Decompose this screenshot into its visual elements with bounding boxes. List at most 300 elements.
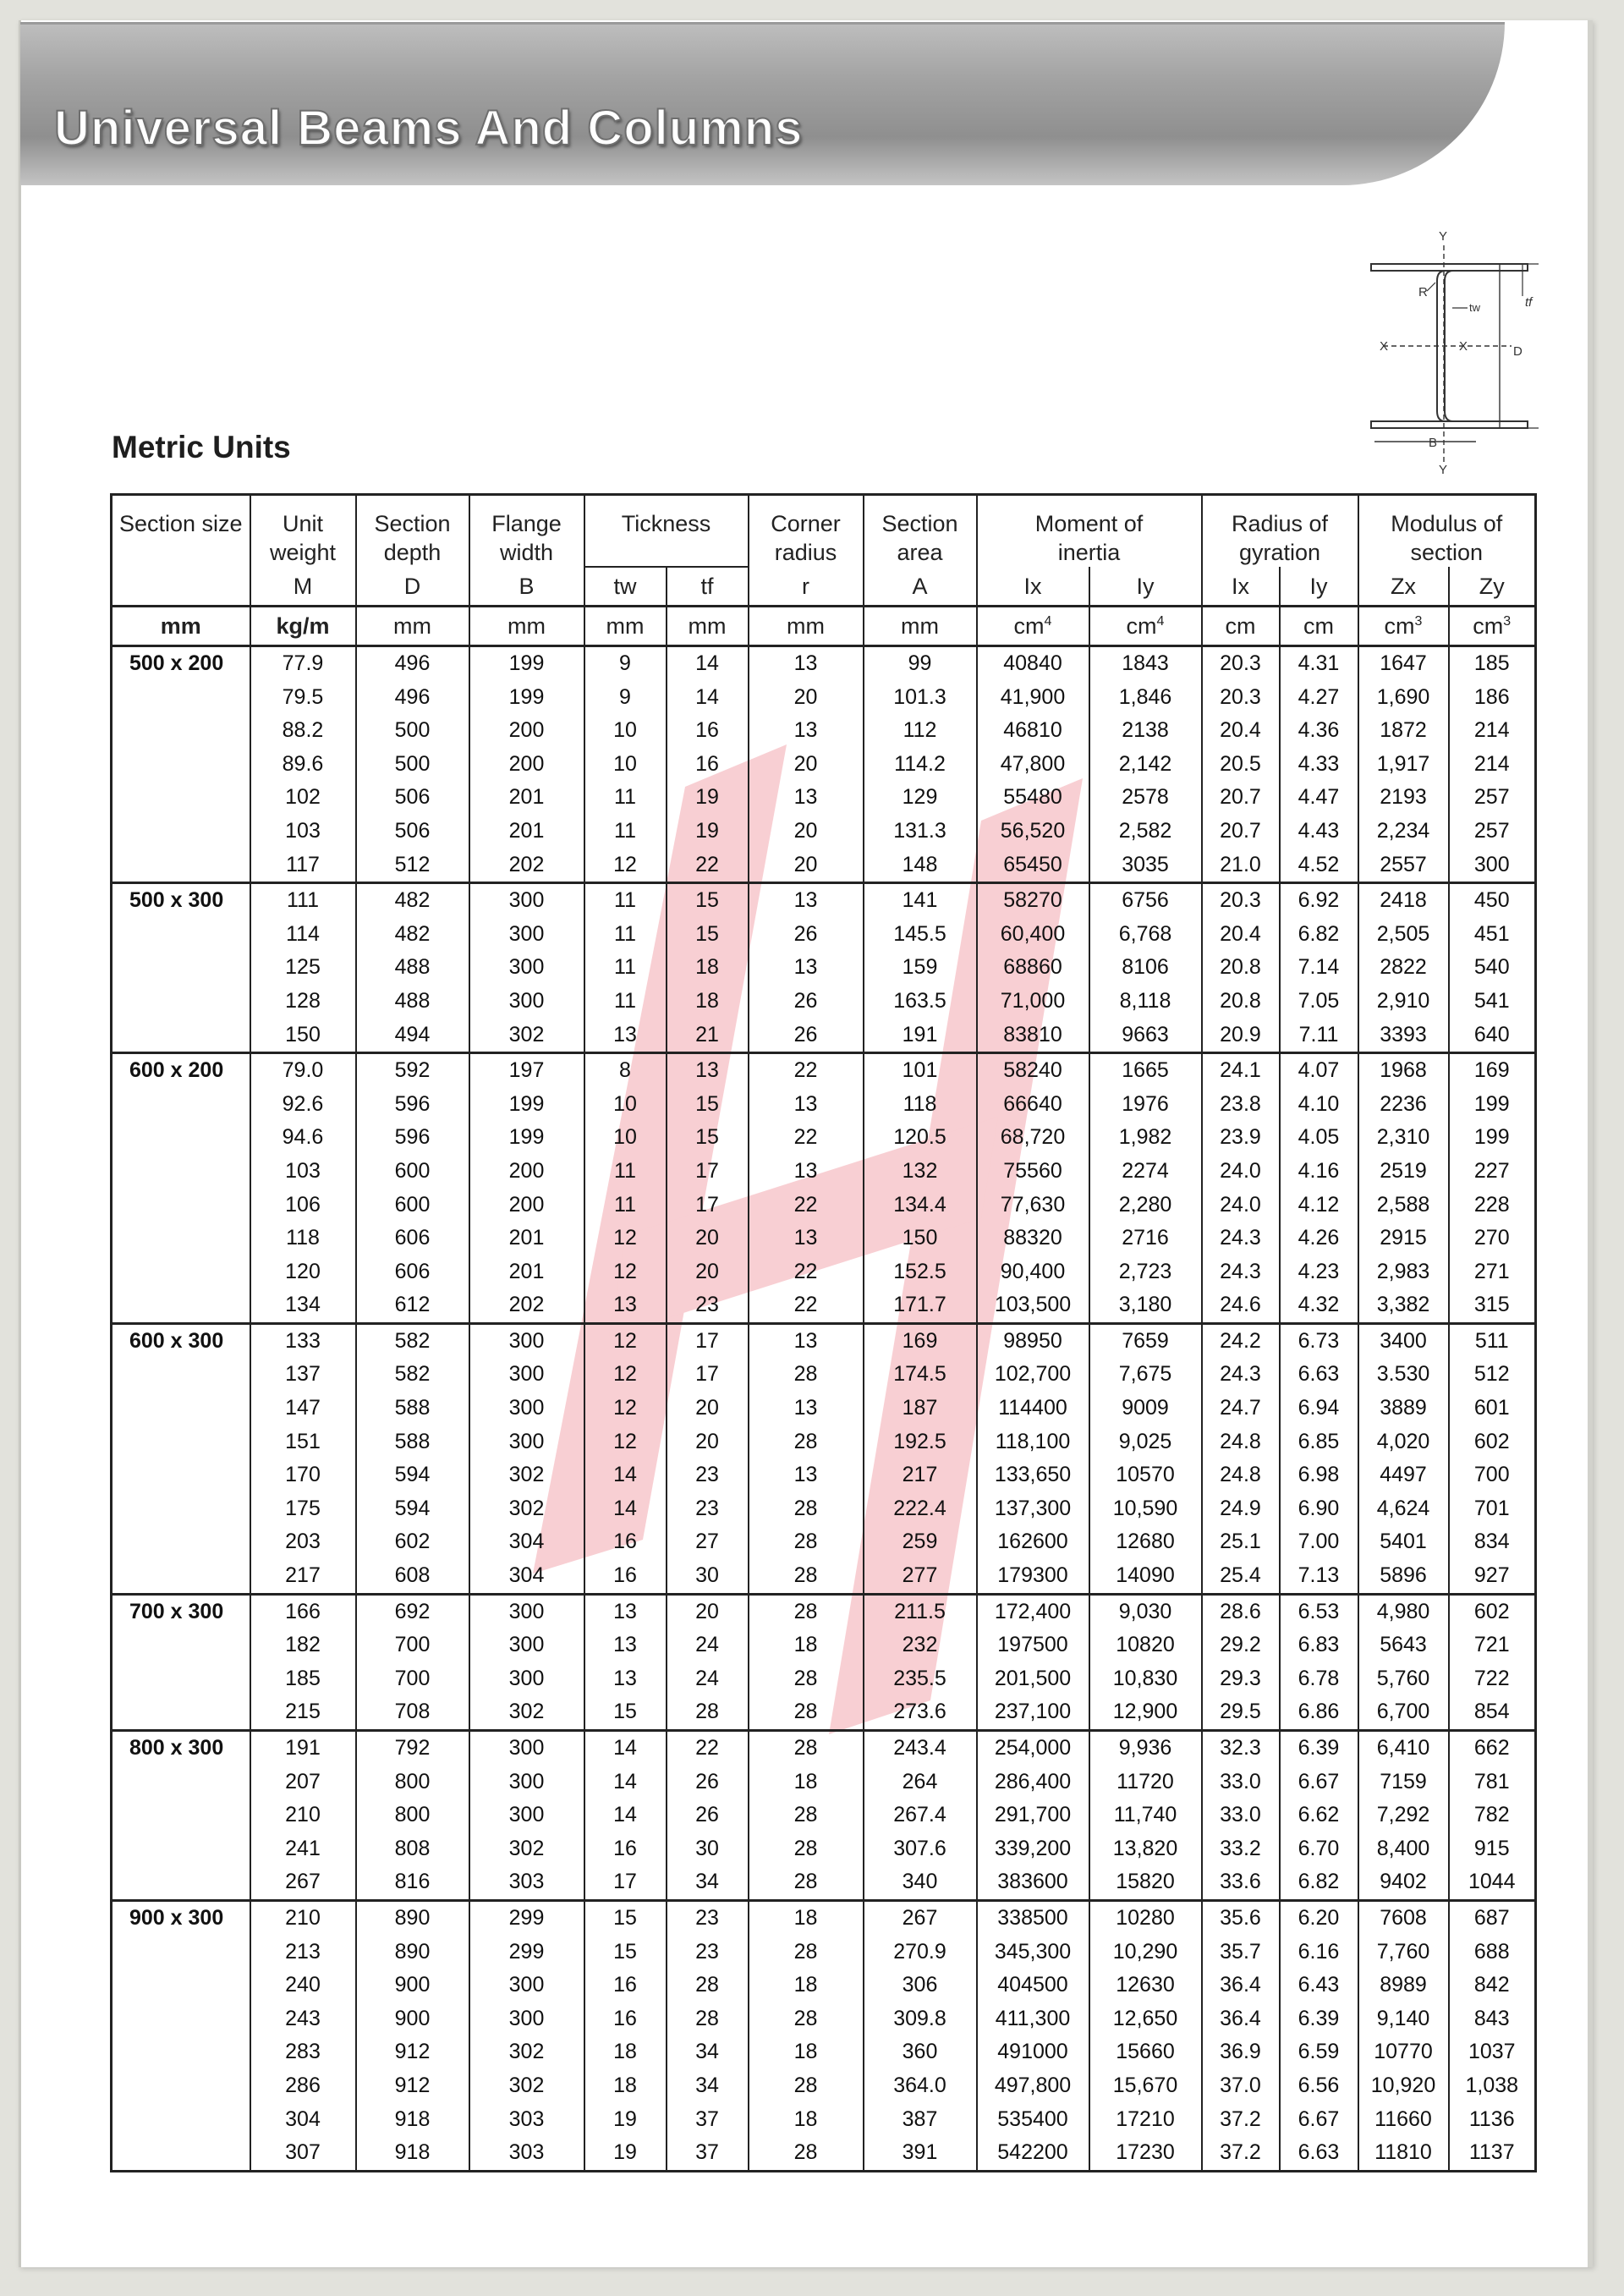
table-row [112,1865,1536,1900]
table-cell: 6.20 [1280,1900,1358,1935]
table-cell: 2519 [1358,1155,1449,1189]
table-cell: 20.5 [1202,748,1280,782]
table-cell: 98950 [977,1323,1089,1358]
table-cell: 18 [749,2103,864,2137]
table-cell: 890 [356,1900,469,1935]
table-cell: 118 [864,1088,977,1122]
table-cell: 26 [749,1019,864,1053]
table-cell: 3400 [1358,1323,1449,1358]
table-cell: 11 [584,951,667,985]
table-cell: 10 [584,1121,667,1155]
table-cell: 512 [356,849,469,883]
table-cell: 169 [864,1323,977,1358]
table-cell: 2,142 [1089,748,1202,782]
table-cell: 2,582 [1089,815,1202,849]
table-cell: 7,292 [1358,1799,1449,1832]
table-cell: 128 [250,985,356,1019]
table-cell: 77,630 [977,1189,1089,1222]
table-cell: 300 [469,951,584,985]
diagram-breadth-label: B [1429,436,1438,450]
table-cell: 300 [469,1323,584,1358]
table-cell: 20 [749,748,864,782]
table-cell: 186 [1449,681,1536,715]
table-cell: 300 [469,2002,584,2036]
table-cell: 20 [667,1392,749,1425]
table-cell: 300 [469,1629,584,1662]
table-cell: 14 [584,1492,667,1526]
table-cell: 15660 [1089,2035,1202,2069]
table-cell: 283 [250,2035,356,2069]
table-cell: 596 [356,1088,469,1122]
table-cell: 182 [250,1629,356,1662]
table-cell: 217 [250,1559,356,1594]
table-cell: 782 [1449,1799,1536,1832]
table-cell: 300 [1449,849,1536,883]
table-cell: 6.70 [1280,1832,1358,1866]
table-cell: 36.4 [1202,1969,1280,2002]
table-cell: 364.0 [864,2069,977,2103]
table-row [112,849,1536,883]
table-cell: 592 [356,1053,469,1088]
table-row [112,1425,1536,1459]
table-cell: 199 [469,646,584,681]
table-cell: 20.3 [1202,883,1280,918]
table-cell: 24.3 [1202,1255,1280,1289]
table-cell: 7.00 [1280,1525,1358,1559]
table-cell: 16 [584,1559,667,1594]
table-cell: 339,200 [977,1832,1089,1866]
table-cell: 1137 [1449,2136,1536,2171]
table-cell: 20.3 [1202,681,1280,715]
table-cell: 8,400 [1358,1832,1449,1866]
table-cell: 17 [667,1155,749,1189]
table-cell: 30 [667,1559,749,1594]
table-cell: 302 [469,1695,584,1730]
table-row [112,1458,1536,1492]
table-cell: 9663 [1089,1019,1202,1053]
table-cell: 267 [250,1865,356,1900]
diagram-radius-label: R [1418,285,1428,299]
table-cell: 7659 [1089,1323,1202,1358]
table-cell: 241 [250,1832,356,1866]
table-cell: 28 [749,1559,864,1594]
table-cell: 13 [749,646,864,681]
table-cell: 20.8 [1202,985,1280,1019]
table-cell: 4.10 [1280,1088,1358,1122]
table-cell: 4.12 [1280,1189,1358,1222]
table-cell: 22 [749,1189,864,1222]
table-cell: 30 [667,1832,749,1866]
table-cell: 77.9 [250,646,356,681]
table-cell: 20.9 [1202,1019,1280,1053]
table-cell: 114.2 [864,748,977,782]
unit-unit-weight: kg/m [250,607,356,646]
table-cell: 60,400 [977,918,1089,952]
table-cell: 300 [469,1358,584,1392]
table-cell: 11810 [1358,2136,1449,2171]
table-cell: 10,290 [1089,1936,1202,1969]
table-cell: 600 [356,1189,469,1222]
table-cell: 213 [250,1936,356,1969]
table-cell: 94.6 [250,1121,356,1155]
table-cell: 4.07 [1280,1053,1358,1088]
table-cell: 2915 [1358,1222,1449,1255]
table-cell: 16 [667,748,749,782]
table-cell: 18 [584,2035,667,2069]
table-cell: 497,800 [977,2069,1089,2103]
table-cell: 800 [356,1766,469,1799]
table-cell: 9 [584,646,667,681]
table-cell: 101 [864,1053,977,1088]
table-cell: 37 [667,2103,749,2137]
table-cell: 1044 [1449,1865,1536,1900]
table-cell: 270 [1449,1222,1536,1255]
table-cell: 26 [749,918,864,952]
table-cell: 582 [356,1358,469,1392]
table-row [112,1189,1536,1222]
table-cell: 13 [749,951,864,985]
table-cell: 602 [356,1525,469,1559]
table-cell: 270.9 [864,1936,977,1969]
table-cell: 608 [356,1559,469,1594]
table-cell: 133 [250,1323,356,1358]
table-cell: 56,520 [977,815,1089,849]
table-row [112,1255,1536,1289]
table-cell: 28 [749,1525,864,1559]
table-cell: 612 [356,1288,469,1323]
table-cell: 201 [469,1255,584,1289]
table-cell: 24.3 [1202,1358,1280,1392]
table-cell: 6.92 [1280,883,1358,918]
table-cell: 192.5 [864,1425,977,1459]
table-cell: 199 [469,1088,584,1122]
table-cell: 491000 [977,2035,1089,2069]
table-cell: 602 [1449,1425,1536,1459]
table-cell: 203 [250,1525,356,1559]
table-cell: 6,768 [1089,918,1202,952]
table-cell: 13 [749,1323,864,1358]
table-cell: 800 [356,1799,469,1832]
table-cell: 33.0 [1202,1799,1280,1832]
table-cell: 18 [749,1766,864,1799]
table-cell: 25.1 [1202,1525,1280,1559]
table-cell: 1,038 [1449,2069,1536,2103]
table-cell: 134.4 [864,1189,977,1222]
table-cell: 307 [250,2136,356,2171]
table-cell: 34 [667,2069,749,2103]
table-cell: 22 [749,1255,864,1289]
table-cell: 601 [1449,1392,1536,1425]
table-cell: 174.5 [864,1358,977,1392]
unit-flange-width: mm [469,607,584,646]
table-cell: 185 [1449,646,1536,681]
table-cell: 11 [584,815,667,849]
table-cell: 12 [584,1425,667,1459]
table-cell: 588 [356,1425,469,1459]
table-cell: 55480 [977,781,1089,815]
table-cell: 6.63 [1280,1358,1358,1392]
table-cell: 237,100 [977,1695,1089,1730]
table-cell: 111 [250,883,356,918]
table-cell: 254,000 [977,1731,1089,1766]
table-cell: 24.6 [1202,1288,1280,1323]
table-cell: 10,830 [1089,1662,1202,1696]
table-cell: 315 [1449,1288,1536,1323]
page-title: Universal Beams And Columns [54,101,804,156]
table-cell: 918 [356,2136,469,2171]
table-cell: 28 [749,2069,864,2103]
table-cell: 16 [667,714,749,748]
table-cell: 18 [749,1969,864,2002]
table-cell: 151 [250,1425,356,1459]
table-cell: 304 [469,1559,584,1594]
table-cell: 542200 [977,2136,1089,2171]
table-cell: 166 [250,1594,356,1629]
symbol-modulus-zy: Zy [1449,567,1536,607]
table-cell: 7,675 [1089,1358,1202,1392]
table-cell: 7,760 [1358,1936,1449,1969]
header-section-size: Section size [112,495,250,607]
table-cell: 28 [749,1731,864,1766]
table-cell: 19 [584,2136,667,2171]
table-cell: 15 [667,883,749,918]
table-cell: 133,650 [977,1458,1089,1492]
table-cell: 540 [1449,951,1536,985]
table-cell: 20.7 [1202,815,1280,849]
table-cell: 202 [469,1288,584,1323]
table-cell: 843 [1449,2002,1536,2036]
table-cell: 1,982 [1089,1121,1202,1155]
table-row [112,1525,1536,1559]
table-cell: 2,588 [1358,1189,1449,1222]
table-cell: 309.8 [864,2002,977,2036]
table-cell: 175 [250,1492,356,1526]
table-cell: 286 [250,2069,356,2103]
table-cell: 147 [250,1392,356,1425]
table-cell: 148 [864,849,977,883]
table-row [112,985,1536,1019]
table-cell: 11660 [1358,2103,1449,2137]
table-cell: 13 [584,1662,667,1696]
table-cell: 302 [469,2035,584,2069]
unit-gyration-ix: cm [1202,607,1280,646]
table-cell: 210 [250,1900,356,1935]
table-cell: 300 [469,1392,584,1425]
table-cell: 120.5 [864,1121,977,1155]
table-cell: 257 [1449,781,1536,815]
table-cell: 211.5 [864,1594,977,1629]
table-cell: 890 [356,1936,469,1969]
table-cell: 33.2 [1202,1832,1280,1866]
table-cell: 13 [749,883,864,918]
table-cell: 141 [864,883,977,918]
table-cell: 267.4 [864,1799,977,1832]
table-cell: 90,400 [977,1255,1089,1289]
units-label: Metric Units [112,430,291,464]
table-cell: 18 [749,1900,864,1935]
table-cell: 687 [1449,1900,1536,1935]
table-cell: 18 [749,2035,864,2069]
table-cell: 12 [584,1358,667,1392]
symbol-unit-weight: M [250,567,356,607]
table-cell: 20 [667,1425,749,1459]
table-cell: 10770 [1358,2035,1449,2069]
table-cell: 722 [1449,1662,1536,1696]
table-cell: 302 [469,2069,584,2103]
table-cell: 200 [469,1155,584,1189]
table-cell: 286,400 [977,1766,1089,1799]
table-cell: 2578 [1089,781,1202,815]
table-cell: 20.8 [1202,951,1280,985]
table-cell: 6.39 [1280,1731,1358,1766]
table-cell: 2193 [1358,781,1449,815]
table-cell: 600 [356,1155,469,1189]
table-cell: 103,500 [977,1288,1089,1323]
table-cell: 15 [584,1936,667,1969]
table-row [112,1053,1536,1088]
symbol-section-depth: D [356,567,469,607]
table-cell: 28 [749,1594,864,1629]
table-cell: 494 [356,1019,469,1053]
table-cell: 172,400 [977,1594,1089,1629]
table-cell: 179300 [977,1559,1089,1594]
table-cell: 27 [667,1525,749,1559]
table-cell: 88.2 [250,714,356,748]
unit-modulus-zy: $cm^3$ [1449,607,1536,646]
table-cell: 187 [864,1392,977,1425]
table-cell: 12 [584,849,667,883]
table-cell: 12 [584,1255,667,1289]
table-cell: 28 [667,2002,749,2036]
table-cell: 500 [356,748,469,782]
table-cell: 4.43 [1280,815,1358,849]
table-cell: 102,700 [977,1358,1089,1392]
table-cell: 14 [584,1458,667,1492]
table-cell: 12 [584,1323,667,1358]
header-corner-radius: Corner radius [749,495,864,568]
table-cell: 360 [864,2035,977,2069]
table-cell: 4.27 [1280,681,1358,715]
table-cell: 35.6 [1202,1900,1280,1935]
table-cell: 10 [584,1088,667,1122]
table-cell: 303 [469,1865,584,1900]
section-size-cell: 500 x 200 [112,646,250,883]
unit-modulus-zx: $cm^3$ [1358,607,1449,646]
table-cell: 34 [667,2035,749,2069]
table-cell: 47,800 [977,748,1089,782]
table-cell: 640 [1449,1019,1536,1053]
table-cell: 71,000 [977,985,1089,1019]
header-section-area: Section area [864,495,977,568]
table-cell: 451 [1449,918,1536,952]
table-row [112,1662,1536,1696]
table-cell: 4.23 [1280,1255,1358,1289]
table-cell: 106 [250,1189,356,1222]
table-cell: 11720 [1089,1766,1202,1799]
table-cell: 15 [584,1695,667,1730]
table-cell: 708 [356,1695,469,1730]
table-cell: 28 [749,1695,864,1730]
table-cell: 14 [584,1799,667,1832]
table-cell: 20 [667,1594,749,1629]
table-cell: 2,723 [1089,1255,1202,1289]
table-cell: 197500 [977,1629,1089,1662]
table-cell: 2822 [1358,951,1449,985]
table-cell: 11 [584,1189,667,1222]
table-cell: 227 [1449,1155,1536,1189]
table-cell: 3035 [1089,849,1202,883]
table-cell: 18 [749,1629,864,1662]
table-cell: 340 [864,1865,977,1900]
table-cell: 22 [749,1288,864,1323]
table-cell: 9,140 [1358,2002,1449,2036]
table-cell: 79.5 [250,681,356,715]
table-cell: 68860 [977,951,1089,985]
table-cell: 900 [356,1969,469,2002]
table-cell: 201 [469,1222,584,1255]
table-cell: 10 [584,714,667,748]
table-cell: 22 [749,1053,864,1088]
table-cell: 17 [584,1865,667,1900]
table-cell: 24.1 [1202,1053,1280,1088]
table-cell: 6.39 [1280,2002,1358,2036]
unit-flange-thickness: mm [667,607,749,646]
section-size-cell: 800 x 300 [112,1731,250,1901]
table-cell: 291,700 [977,1799,1089,1832]
table-cell: 387 [864,2103,977,2137]
table-cell: 22 [749,1121,864,1155]
table-cell: 20 [667,1255,749,1289]
table-cell: 10,590 [1089,1492,1202,1526]
table-cell: 207 [250,1766,356,1799]
table-row [112,1629,1536,1662]
table-cell: 215 [250,1695,356,1730]
table-cell: 58240 [977,1053,1089,1088]
table-cell: 582 [356,1323,469,1358]
table-cell: 259 [864,1525,977,1559]
section-size-cell: 900 x 300 [112,1900,250,2171]
table-cell: 1647 [1358,646,1449,681]
table-cell: 37.2 [1202,2136,1280,2171]
table-row [112,781,1536,815]
table-cell: 4.36 [1280,714,1358,748]
table-cell: 842 [1449,1969,1536,2002]
table-row [112,748,1536,782]
table-row [112,1936,1536,1969]
table-cell: 200 [469,748,584,782]
table-cell: 273.6 [864,1695,977,1730]
table-cell: 162600 [977,1525,1089,1559]
table-cell: 304 [469,1525,584,1559]
symbol-moment-ix: Ix [977,567,1089,607]
table-cell: 28 [749,2002,864,2036]
table-cell: 9402 [1358,1865,1449,1900]
table-cell: 602 [1449,1594,1536,1629]
table-cell: 18 [584,2069,667,2103]
table-cell: 6.86 [1280,1695,1358,1730]
table-cell: 37 [667,2136,749,2171]
table-cell: 199 [469,681,584,715]
table-cell: 300 [469,1594,584,1629]
table-cell: 23 [667,1900,749,1935]
table-cell: 9,936 [1089,1731,1202,1766]
table-row [112,1799,1536,1832]
table-cell: 496 [356,646,469,681]
table-cell: 300 [469,1969,584,2002]
table-row [112,714,1536,748]
table-cell: 101.3 [864,681,977,715]
symbol-modulus-zx: Zx [1358,567,1449,607]
